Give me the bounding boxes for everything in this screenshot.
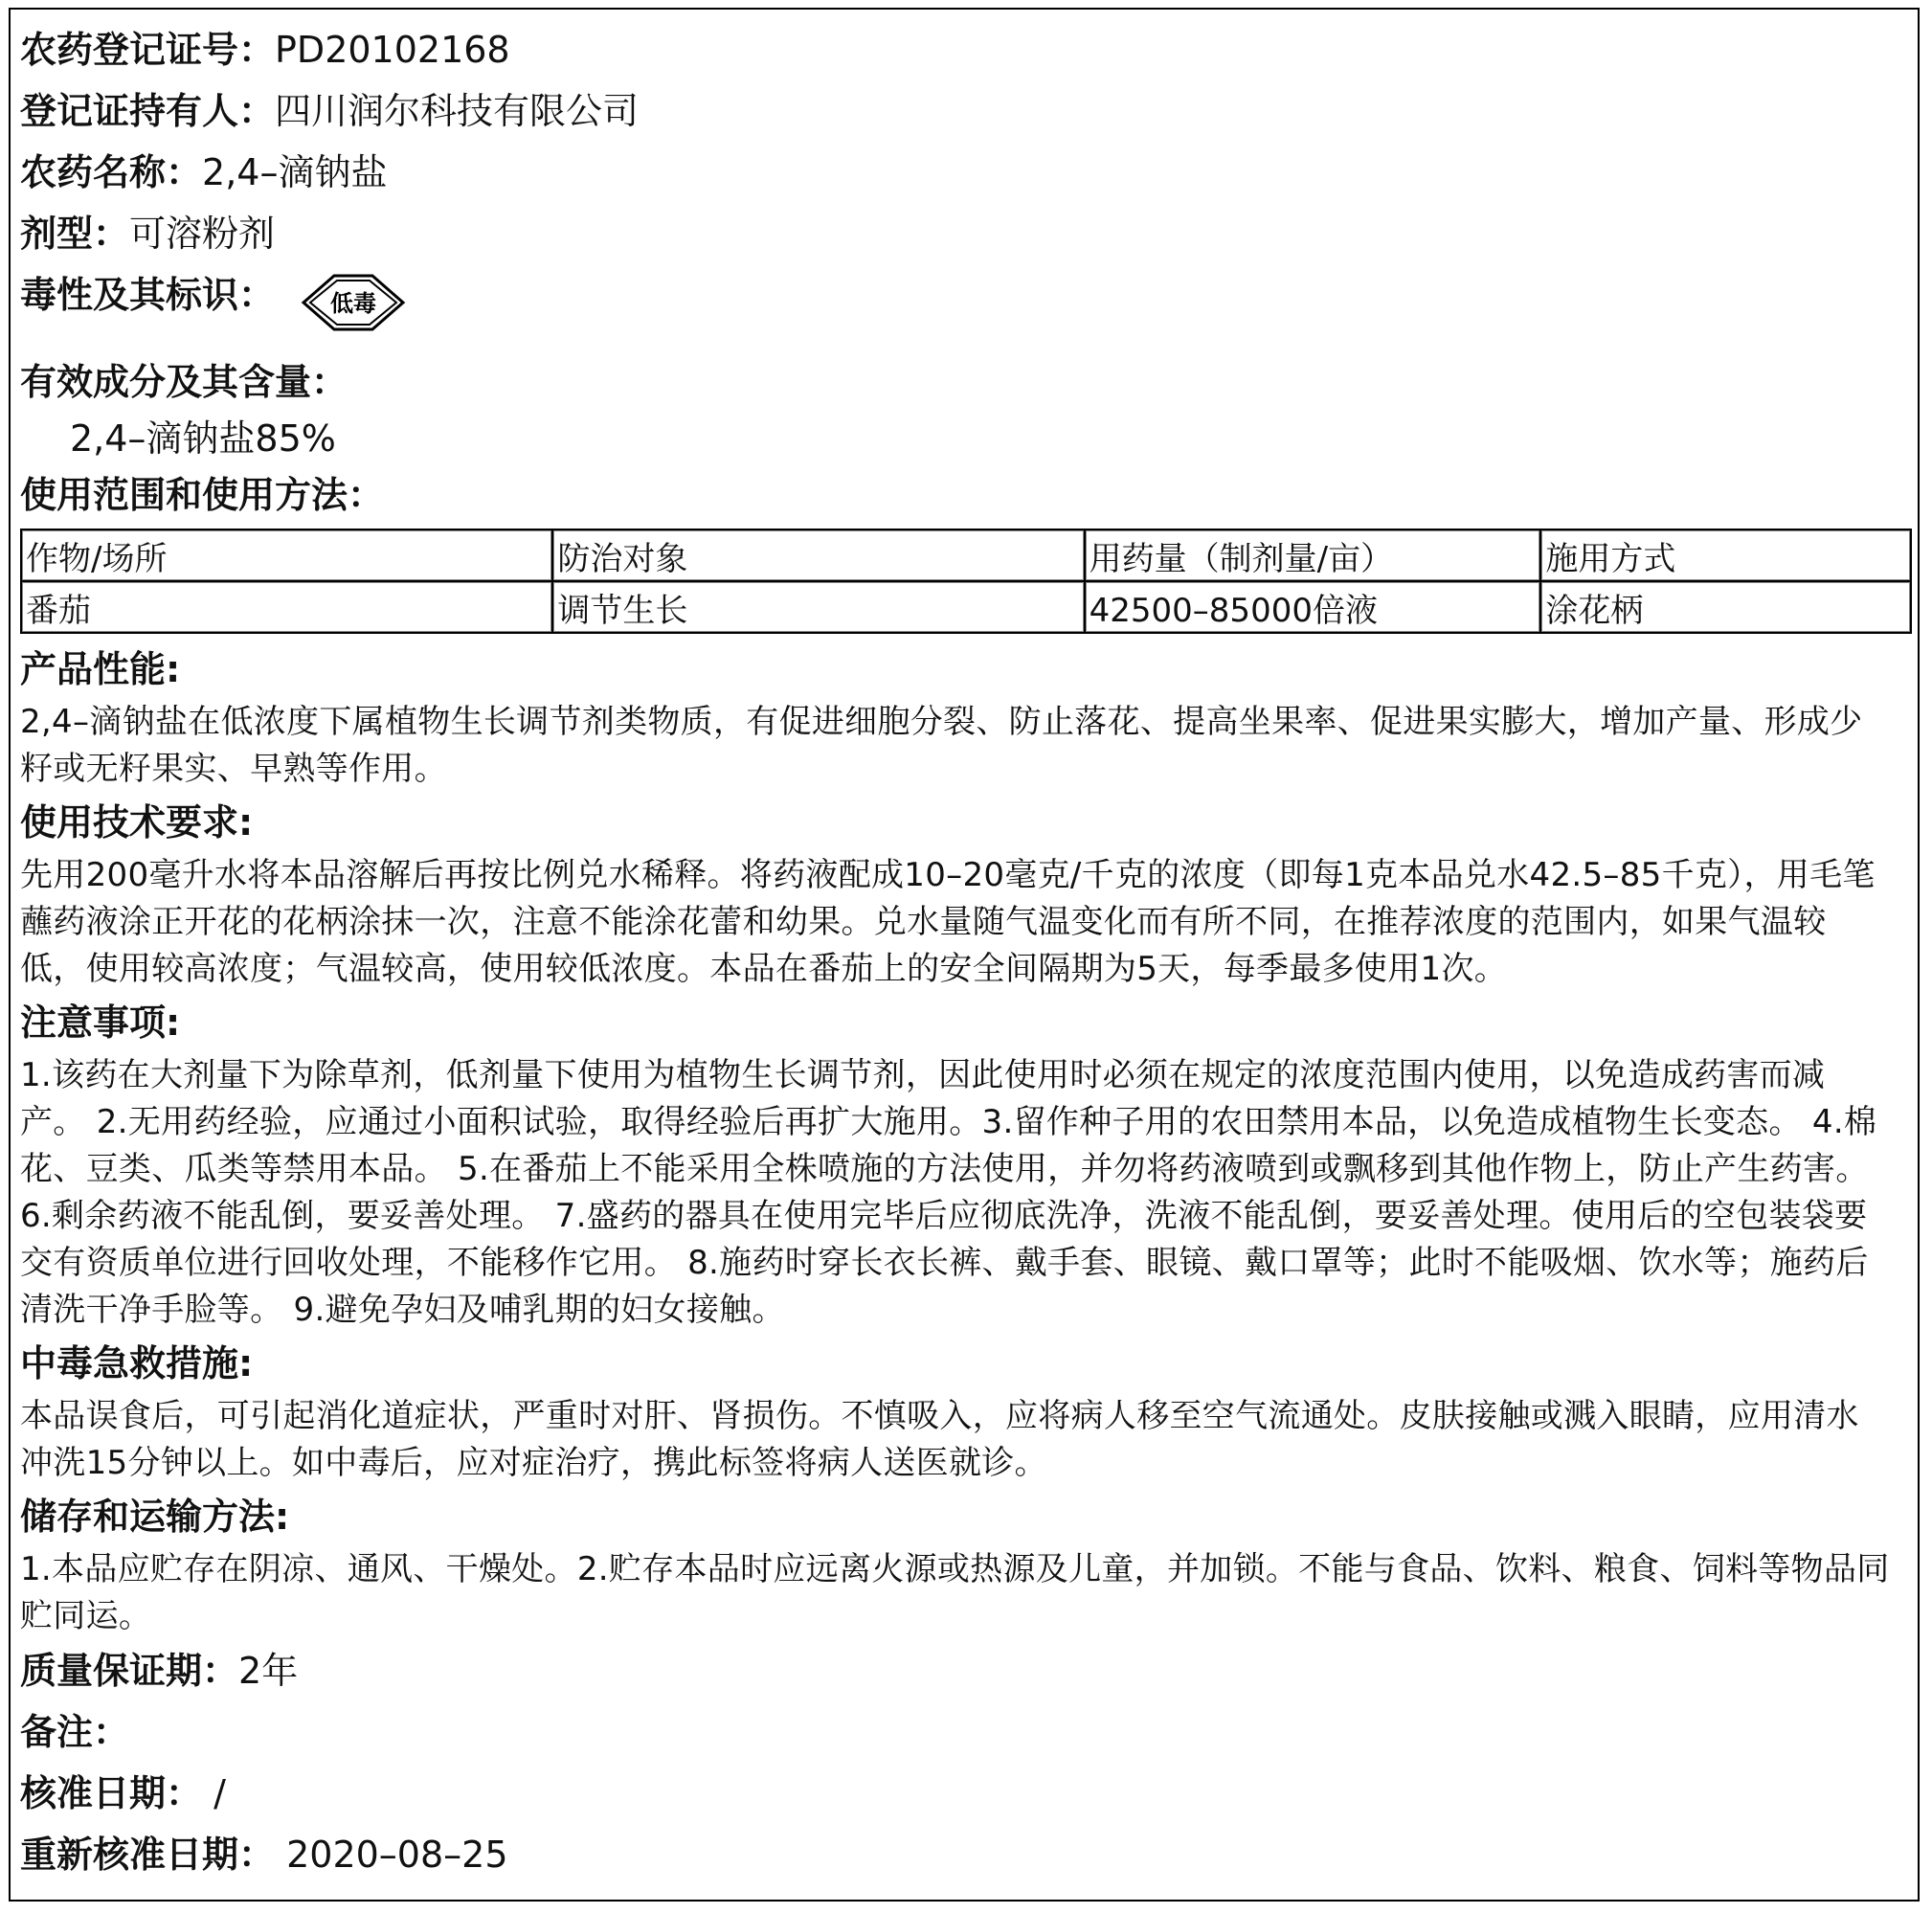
approval-date-value: /	[202, 1772, 226, 1814]
usage-cell-target: 调节生长	[552, 581, 1084, 633]
toxicity-row	[20, 264, 1912, 352]
precautions-label: 注意事项:	[20, 1002, 181, 1044]
formulation-value: 可溶粉剂	[129, 213, 276, 255]
technique-line: 低，使用较高浓度；气温较高，使用较低浓度。本品在番茄上的安全间隔期为5天，每季最多使用1次。	[20, 950, 1508, 988]
technique-line: 蘸药液涂正开花的花柄涂抹一次，注意不能涂花蕾和幼果。兑水量随气温变化而有所不同，在推荐浓度的范围内，如果气温较	[20, 903, 1827, 941]
usage-header-method: 施用方式	[1540, 529, 1911, 581]
name-label: 农药名称：	[20, 151, 203, 193]
storage-line: 贮同运。	[20, 1597, 152, 1635]
first-aid-text	[20, 1393, 1912, 1487]
usage-header-target: 防治对象	[552, 529, 1084, 581]
usage-header-dosage: 用药量（制剂量/亩）	[1085, 529, 1541, 581]
storage-text	[20, 1546, 1912, 1640]
usage-cell-dosage: 42500–85000倍液	[1085, 581, 1541, 633]
usage-table	[20, 529, 1912, 634]
toxicity-label: 毒性及其标识：	[20, 274, 276, 316]
performance-line: 2,4–滴钠盐在低浓度下属植物生长调节剂类物质，有促进细胞分裂、防止落花、提高坐果率、促进果实膨大，增加产量、形成少	[20, 703, 1863, 741]
technique-text	[20, 852, 1912, 993]
ingredient-value: 2,4–滴钠盐85%	[70, 417, 336, 460]
usage-cell-method: 涂花柄	[1540, 581, 1911, 633]
precautions-text	[20, 1052, 1912, 1334]
precautions-line: 产。 2.无用药经验，应通过小面积试验，取得经验后再扩大施用。3.留作种子用的农田禁用本品，以免造成植物生长变态。 4.棉	[20, 1103, 1877, 1141]
holder-row	[20, 80, 1912, 142]
precautions-line: 6.剩余药液不能乱倒，要妥善处理。 7.盛药的器具在使用完毕后应彻底洗净，洗液不能乱倒，要妥善处理。使用后的空包装袋要	[20, 1197, 1868, 1235]
reg-no-row	[20, 19, 1912, 80]
usage-cell-crop: 番茄	[21, 581, 552, 633]
technique-line: 先用200毫升水将本品溶解后再按比例兑水稀释。将药液配成10–20毫克/千克的浓度（即每1克本品兑水42.5–85千克），用毛笔	[20, 856, 1876, 894]
reg-no-label: 农药登记证号：	[20, 29, 276, 71]
label-content	[20, 19, 1912, 1885]
remarks-row	[20, 1701, 1912, 1763]
precautions-line: 交有资质单位进行回收处理，不能移作它用。 8.施药时穿长衣长裤、戴手套、眼镜、戴口罩等；此时不能吸烟、饮水等；施药后	[20, 1244, 1869, 1282]
approval-date-label: 核准日期：	[20, 1772, 203, 1814]
table-row	[21, 581, 1911, 633]
usage-table-header-row	[21, 529, 1911, 581]
first-aid-line: 冲洗15分钟以上。如中毒后，应对症治疗，携此标签将病人送医就诊。	[20, 1444, 1047, 1482]
holder-label: 登记证持有人：	[20, 90, 276, 132]
performance-label: 产品性能:	[20, 648, 181, 690]
usage-label: 使用范围和使用方法：	[20, 474, 385, 516]
low-toxicity-diamond-icon	[300, 272, 407, 333]
remarks-label: 备注：	[20, 1711, 130, 1753]
name-value: 2,4–滴钠盐	[202, 151, 388, 193]
storage-line: 1.本品应贮存在阴凉、通风、干燥处。2.贮存本品时应远离火源或热源及儿童，并加锁。不能与食品、饮料、粮食、饲料等物品同	[20, 1550, 1890, 1588]
shelf-life-value: 2年	[238, 1650, 299, 1692]
label-frame	[9, 8, 1920, 1902]
usage-header-crop: 作物/场所	[21, 529, 552, 581]
reg-no-value: PD20102168	[275, 29, 510, 71]
technique-label: 使用技术要求:	[20, 801, 254, 844]
shelf-life-row	[20, 1640, 1912, 1701]
reapproval-date-label: 重新核准日期：	[20, 1834, 276, 1876]
performance-line: 籽或无籽果实、早熟等作用。	[20, 750, 447, 788]
first-aid-label: 中毒急救措施:	[20, 1342, 254, 1384]
reapproval-date-row	[20, 1824, 1912, 1885]
toxicity-badge-text: 低毒	[330, 289, 377, 317]
holder-value: 四川润尔科技有限公司	[275, 90, 640, 132]
precautions-line: 1.该药在大剂量下为除草剂，低剂量下使用为植物生长调节剂，因此使用时必须在规定的浓度范围内使用，以免造成药害而减	[20, 1056, 1826, 1094]
ingredient-label: 有效成分及其含量：	[20, 361, 348, 403]
formulation-label: 剂型：	[20, 213, 130, 255]
reapproval-date-value: 2020–08–25	[275, 1834, 508, 1876]
approval-date-row	[20, 1763, 1912, 1824]
performance-text	[20, 699, 1912, 793]
first-aid-line: 本品误食后，可引起消化道症状，严重时对肝、肾损伤。不慎吸入，应将病人移至空气流通处。皮肤接触或溅入眼睛，应用清水	[20, 1397, 1859, 1435]
precautions-line: 花、豆类、瓜类等禁用本品。 5.在番茄上不能采用全株喷施的方法使用，并勿将药液喷到或飘移到其他作物上，防止产生药害。	[20, 1150, 1869, 1188]
storage-label: 储存和运输方法:	[20, 1496, 290, 1538]
precautions-line: 清洗干净手脸等。 9.避免孕妇及哺乳期的妇女接触。	[20, 1291, 785, 1329]
shelf-life-label: 质量保证期：	[20, 1650, 239, 1692]
formulation-row	[20, 203, 1912, 264]
name-row	[20, 142, 1912, 203]
